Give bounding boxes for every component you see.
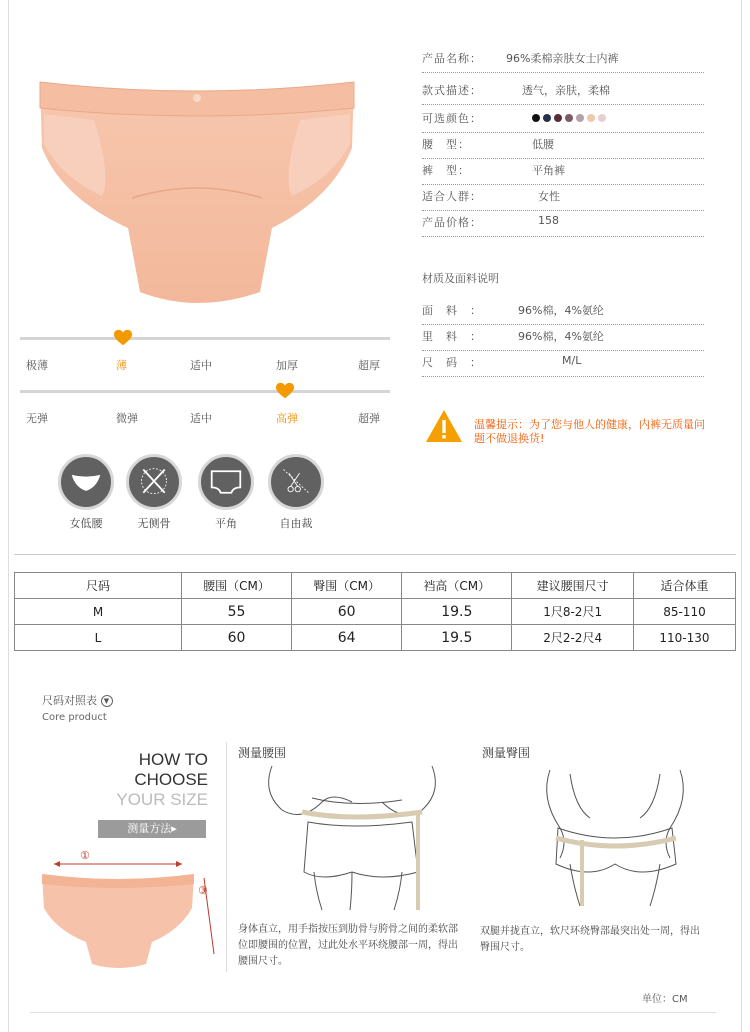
waist-sketch (242, 762, 452, 912)
elasticity-scale-label: 适中 (190, 412, 212, 425)
table-row (15, 625, 736, 651)
guide-subtitle: Core product (42, 712, 107, 723)
color-swatch[interactable] (554, 114, 562, 122)
size-table-cell: 85-110 (633, 599, 735, 625)
product-photo (32, 78, 362, 310)
free-cut-icon (268, 454, 324, 510)
guide-divider (226, 742, 227, 972)
thickness-scale-label: 加厚 (276, 359, 298, 372)
color-swatch[interactable] (532, 114, 540, 122)
thickness-scale-label: 极薄 (26, 359, 48, 372)
size-table-cell: 19.5 (402, 599, 512, 625)
spec-key: 产品价格： (422, 216, 482, 229)
measure-diagram (34, 846, 224, 970)
spec-value: 女性 (538, 190, 560, 203)
thickness-scale-label: 适中 (190, 359, 212, 372)
elasticity-scale-label: 高弹 (276, 412, 298, 425)
size-table-header-cell: 腰围（CM） (181, 573, 291, 599)
material-value: M/L (562, 354, 582, 367)
color-swatch[interactable] (587, 114, 595, 122)
chevron-down-icon: ▼ (101, 695, 113, 707)
spec-key: 腰 型： (422, 138, 470, 151)
material-row (422, 350, 704, 377)
size-table-cell: 64 (292, 625, 402, 651)
size-table-header-cell: 臀围（CM） (292, 573, 402, 599)
feature-label: 女低腰 (69, 517, 103, 530)
size-table-cell: 2尺2-2尺4 (512, 625, 634, 651)
size-table-header (15, 573, 736, 599)
thickness-track (20, 337, 390, 340)
spec-row (422, 184, 704, 211)
elasticity-heart-icon[interactable] (276, 382, 294, 400)
size-table-header-cell: 尺码 (15, 573, 182, 599)
material-key: 面 料 ： (422, 304, 482, 317)
color-swatch[interactable] (543, 114, 551, 122)
size-table-header-cell: 适合体重 (633, 573, 735, 599)
spec-row (422, 78, 704, 105)
spec-key: 产品名称： (422, 52, 482, 65)
size-table-header-cell: 裆高（CM） (402, 573, 512, 599)
bottom-divider (30, 1012, 716, 1013)
hip-sketch (530, 768, 700, 908)
how-line-3: YOUR SIZE (116, 790, 208, 809)
material-title: 材质及面料说明 (422, 272, 499, 285)
feature-label: 自由裁 (279, 517, 313, 530)
color-swatch[interactable] (598, 114, 606, 122)
table-row (15, 599, 736, 625)
material-key: 尺 码 ： (422, 356, 482, 369)
spec-value: 96%柔棉亲肤女士内裤 (506, 52, 619, 65)
spec-value: 透气，亲肤，柔棉 (522, 84, 610, 97)
feature-label: 平角 (215, 517, 237, 530)
warning-icon (424, 408, 464, 444)
size-table-header-cell: 建议腰围尺寸 (512, 573, 634, 599)
marker-1: ① (80, 849, 90, 862)
spec-value: 低腰 (532, 138, 554, 151)
size-table-cell: 110-130 (633, 625, 735, 651)
how-line-2: CHOOSE (134, 770, 208, 789)
spec-value: 158 (538, 214, 559, 227)
waist-caption: 身体直立，用手指按压到肋骨与胯骨之间的柔软部位即腰围的位置，过此处水平环绕腰部一周，得出腰围尺寸。 (238, 924, 458, 967)
elasticity-scale-label: 微弹 (116, 412, 138, 425)
material-key: 里 料 ： (422, 330, 482, 343)
elasticity-scale-label: 无弹 (26, 412, 48, 425)
no-side-seam-icon (126, 454, 182, 510)
size-table-cell: 1尺8-2尺1 (512, 599, 634, 625)
thickness-scale-label: 薄 (116, 359, 127, 372)
hip-measure-title: 测量臀围 (482, 746, 531, 760)
spec-row (422, 46, 704, 73)
size-table (14, 572, 736, 651)
material-value: 96%棉，4%氨纶 (518, 330, 604, 343)
size-table-cell: 19.5 (402, 625, 512, 651)
how-line-1: HOW TO (138, 750, 208, 769)
spec-row (422, 106, 704, 133)
unit-label: 单位：CM (642, 994, 688, 1005)
waist-measure-title: 测量腰围 (238, 746, 287, 760)
boyshort-icon (198, 454, 254, 510)
material-value: 96%棉，4%氨纶 (518, 304, 604, 317)
guide-title: 尺码对照表 ▼ (42, 692, 113, 708)
marker-3: ③ (198, 884, 208, 897)
thickness-scale-label: 超厚 (358, 359, 380, 372)
size-table-cell: M (15, 599, 182, 625)
size-table-cell: 60 (292, 599, 402, 625)
color-swatches (532, 114, 606, 122)
section-divider (14, 554, 736, 555)
how-to-choose-heading (100, 750, 208, 810)
spec-row (422, 132, 704, 159)
elasticity-track (20, 390, 390, 393)
warning-text: 温馨提示：为了您与他人的健康，内裤无质量问题不做退换货! (474, 418, 705, 445)
spec-row (422, 158, 704, 185)
feature-label: 无侧骨 (137, 517, 171, 530)
spec-key: 可选颜色： (422, 112, 482, 125)
spec-row (422, 210, 704, 237)
size-table-cell: 60 (181, 625, 291, 651)
measure-method-button[interactable]: 测量方法▸ (98, 820, 206, 838)
color-swatch[interactable] (576, 114, 584, 122)
color-swatch[interactable] (565, 114, 573, 122)
size-table-cell: L (15, 625, 182, 651)
elasticity-scale-label: 超弹 (358, 412, 380, 425)
spec-key: 适合人群： (422, 190, 482, 203)
size-table-cell: 55 (181, 599, 291, 625)
spec-key: 裤 型： (422, 164, 470, 177)
material-row (422, 298, 704, 325)
low-waist-icon (58, 454, 114, 510)
spec-value: 平角裤 (532, 164, 565, 177)
spec-key: 款式描述： (422, 84, 482, 97)
hip-caption: 双腿并拢直立，软尺环绕臀部最突出处一周，得出臀围尺寸。 (480, 926, 700, 953)
material-row (422, 324, 704, 351)
thickness-heart-icon[interactable] (114, 329, 132, 347)
